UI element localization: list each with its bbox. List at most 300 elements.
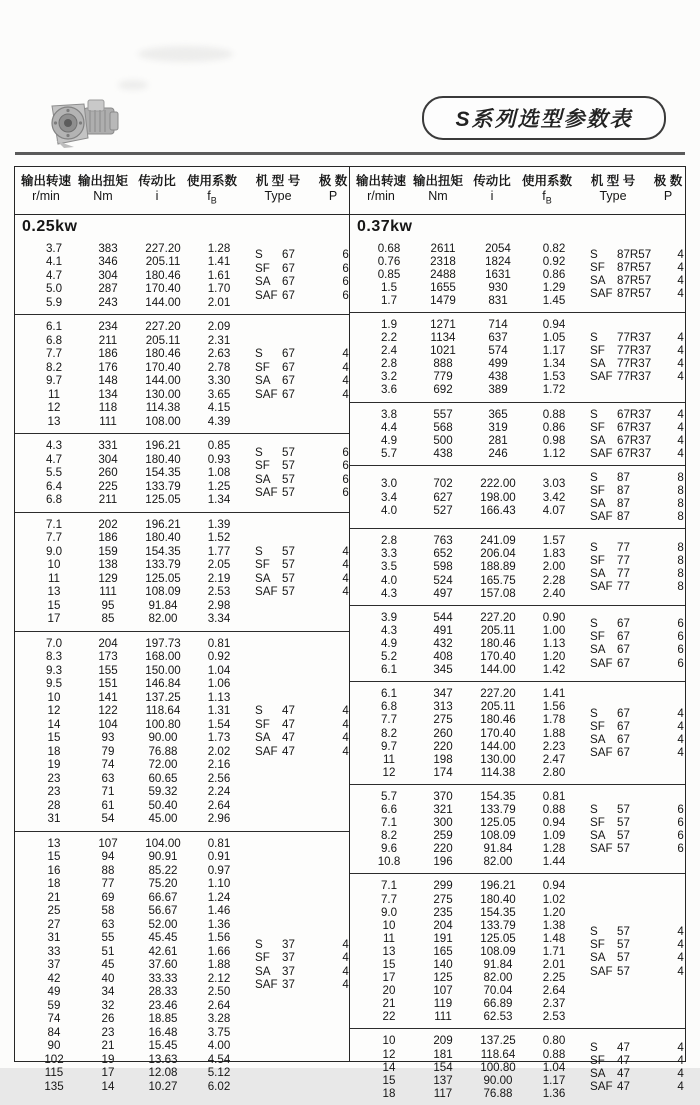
cell-torque: 557 <box>433 407 453 421</box>
model-series: S <box>255 445 263 459</box>
cell-speed: 21 <box>47 890 61 904</box>
model-size: 47 <box>617 1041 630 1055</box>
cell-speed: 12 <box>47 704 61 717</box>
model-series: SAF <box>255 486 278 500</box>
cell-speed: 12 <box>47 401 61 414</box>
model-size: 77R37 <box>617 344 652 358</box>
model-series: SA <box>255 374 271 387</box>
cell-torque: 63 <box>101 771 115 785</box>
type-row <box>247 938 361 952</box>
cell-speed: 23 <box>47 785 61 798</box>
model-series: S <box>590 470 598 484</box>
model-type <box>247 731 330 745</box>
cell-service-factor: 2.01 <box>542 958 566 971</box>
cell-speed: 3.0 <box>380 477 398 491</box>
cell-speed: 17 <box>382 971 396 985</box>
cell-service-factor: 1.39 <box>207 517 231 531</box>
model-type <box>582 643 665 656</box>
cell-torque: 165 <box>433 944 453 958</box>
cell-ratio: 144.00 <box>480 663 516 677</box>
model-series: SA <box>255 571 271 585</box>
model-series: SF <box>255 558 270 571</box>
cell-ratio: 637 <box>488 331 508 345</box>
cell-ratio: 82.00 <box>148 612 178 625</box>
cell-speed: 3.9 <box>380 610 398 624</box>
cell-ratio: 180.46 <box>145 347 181 360</box>
model-type <box>582 370 665 383</box>
cell-ratio: 389 <box>488 383 508 397</box>
model-size: 67 <box>617 656 630 670</box>
cell-ratio: 114.38 <box>480 765 516 779</box>
cell-service-factor: 0.81 <box>207 836 231 850</box>
poles-value: 4 <box>342 544 349 558</box>
cell-speed: 15 <box>47 598 61 612</box>
model-type <box>247 275 330 289</box>
cell-torque: 159 <box>98 544 118 558</box>
model-size: 67 <box>617 746 630 760</box>
cell-torque: 544 <box>433 610 453 624</box>
type-block <box>582 318 696 397</box>
model-series: SA <box>255 472 271 486</box>
cell-speed: 16 <box>47 863 61 877</box>
model-size: 67R37 <box>617 446 652 460</box>
type-row <box>582 248 696 261</box>
poles-value: 4 <box>677 344 684 358</box>
model-type <box>582 287 665 300</box>
type-block <box>582 471 696 523</box>
data-rows <box>362 408 582 460</box>
model-series: SF <box>590 344 605 358</box>
type-row <box>582 344 696 357</box>
cell-speed: 31 <box>47 812 61 825</box>
cell-speed: 3.3 <box>380 547 398 561</box>
column-header-cn: 使用系数 <box>521 174 572 188</box>
cell-ratio: 198.00 <box>480 490 516 504</box>
cell-ratio: 2054 <box>485 241 511 255</box>
cell-service-factor: 4.39 <box>207 414 231 428</box>
cell-ratio: 170.40 <box>480 650 516 664</box>
poles-value: 4 <box>677 719 684 733</box>
type-block <box>247 837 361 1094</box>
model-series: SA <box>590 829 606 843</box>
cell-ratio: 108.09 <box>480 944 516 958</box>
model-type <box>247 248 330 262</box>
data-rows <box>362 242 582 307</box>
model-series: SF <box>590 420 605 434</box>
type-row <box>582 643 696 656</box>
cell-torque: 211 <box>98 333 118 347</box>
cell-speed: 6.1 <box>380 687 398 701</box>
model-series: SAF <box>590 1080 613 1094</box>
ratio-group <box>350 1028 685 1104</box>
model-size: 87R57 <box>617 274 652 288</box>
cell-ratio: 23.46 <box>148 998 178 1012</box>
cell-torque: 111 <box>99 585 117 598</box>
ratio-group <box>350 873 685 1028</box>
cell-torque: 260 <box>98 466 118 479</box>
poles-value: 4 <box>677 1054 684 1068</box>
type-row <box>247 446 361 460</box>
cell-service-factor: 2.28 <box>542 573 566 587</box>
gearmotor-photo <box>44 92 124 150</box>
column-header-cn: 使用系数 <box>186 174 237 188</box>
column-header-cn: 传动比 <box>473 174 511 188</box>
poles-value: 4 <box>342 387 349 401</box>
model-type <box>582 357 665 370</box>
poles-value: 4 <box>677 733 684 747</box>
cell-torque: 63 <box>101 917 115 931</box>
cell-ratio: 52.00 <box>148 917 178 931</box>
cell-service-factor: 5.12 <box>207 1066 231 1079</box>
cell-ratio: 33.33 <box>148 971 178 985</box>
model-type <box>247 459 330 473</box>
cell-service-factor: 1.12 <box>542 446 566 460</box>
cell-ratio: 59.32 <box>148 785 178 798</box>
cell-speed: 6.8 <box>380 700 398 714</box>
cell-torque: 432 <box>433 636 453 650</box>
poles-value: 4 <box>677 938 684 952</box>
cell-torque: 204 <box>433 918 453 932</box>
poles-value: 4 <box>342 558 349 571</box>
column-header-unit: $f_B$ <box>542 189 552 206</box>
type-row <box>582 261 696 274</box>
cell-ratio: 831 <box>488 293 508 307</box>
type-row <box>582 720 696 733</box>
type-block <box>247 518 361 626</box>
cell-service-factor: 0.88 <box>542 1047 566 1061</box>
model-type <box>247 951 330 965</box>
cell-torque: 119 <box>433 997 453 1011</box>
cell-ratio: 222.00 <box>480 477 516 491</box>
ratio-group <box>350 784 685 874</box>
cell-ratio: 154.35 <box>480 905 516 919</box>
cell-ratio: 104.00 <box>145 836 181 850</box>
type-row <box>247 459 361 473</box>
header-divider <box>15 152 685 155</box>
cell-ratio: 108.09 <box>480 829 516 843</box>
model-type <box>582 951 665 964</box>
cell-torque: 129 <box>98 571 118 585</box>
cell-speed: 7.1 <box>380 816 398 830</box>
cell-speed: 15 <box>382 1073 396 1087</box>
type-row <box>582 370 696 383</box>
cell-ratio: 82.00 <box>483 855 513 869</box>
cell-ratio: 438 <box>488 370 508 384</box>
data-rows <box>362 471 582 523</box>
cell-torque: 1021 <box>430 344 456 358</box>
cell-service-factor: 3.03 <box>542 477 566 491</box>
cell-torque: 54 <box>101 812 115 825</box>
type-row <box>247 545 361 559</box>
type-row <box>582 510 696 523</box>
model-series: SAF <box>255 744 278 758</box>
cell-torque: 300 <box>433 816 453 830</box>
cell-speed: 17 <box>47 612 61 625</box>
cell-service-factor: 2.12 <box>207 971 231 985</box>
model-size: 67R37 <box>617 407 652 421</box>
cell-ratio: 125.05 <box>480 816 516 830</box>
cell-ratio: 125.05 <box>145 493 181 506</box>
cell-service-factor: 1.56 <box>207 931 231 944</box>
model-series: SAF <box>590 746 613 760</box>
cell-speed: 6.1 <box>380 663 398 677</box>
cell-speed: 1.9 <box>380 317 398 331</box>
cell-ratio: 75.20 <box>148 877 178 890</box>
model-series: SA <box>590 357 606 371</box>
cell-service-factor: 1.66 <box>207 944 231 958</box>
column-header-unit: r/min <box>32 189 60 203</box>
model-series: S <box>590 540 598 554</box>
type-row <box>582 1067 696 1080</box>
model-series: SA <box>590 274 606 288</box>
cell-ratio: 82.00 <box>483 971 513 985</box>
cell-service-factor: 1.13 <box>542 636 566 650</box>
cell-service-factor: 1.78 <box>542 713 566 727</box>
cell-speed: 5.2 <box>380 650 398 664</box>
model-type <box>247 374 330 388</box>
model-size: 77R37 <box>617 357 652 371</box>
cell-ratio: 108.00 <box>145 414 181 428</box>
column-header <box>75 173 131 209</box>
cell-speed: 7.1 <box>380 879 398 893</box>
type-row <box>582 925 696 938</box>
cell-speed: 3.4 <box>380 490 398 504</box>
poles-value: 4 <box>342 571 349 585</box>
model-series: S <box>255 347 263 360</box>
type-row <box>582 630 696 643</box>
cell-torque: 304 <box>98 452 118 466</box>
cell-service-factor: 0.86 <box>542 420 566 434</box>
cell-torque: 45 <box>101 958 115 971</box>
model-type <box>582 421 665 434</box>
cell-ratio: 365 <box>488 407 508 421</box>
cell-speed: 74 <box>47 1012 61 1025</box>
cell-ratio: 170.40 <box>145 360 181 374</box>
poles-value: 6 <box>342 486 349 500</box>
model-size: 57 <box>282 445 295 459</box>
cell-torque: 14 <box>101 1079 115 1093</box>
model-type <box>582 617 665 630</box>
cell-torque: 23 <box>101 1025 115 1039</box>
cell-service-factor: 1.17 <box>542 344 566 358</box>
cell-torque: 888 <box>433 357 453 371</box>
poles-value: 8 <box>677 484 684 497</box>
model-size: 87 <box>617 484 630 497</box>
cell-ratio: 90.91 <box>148 850 178 863</box>
model-series: SA <box>590 643 606 657</box>
cell-service-factor: 1.24 <box>207 890 231 904</box>
cell-speed: 4.7 <box>45 268 63 282</box>
cell-speed: 2.8 <box>380 357 398 371</box>
ratio-group <box>15 314 349 433</box>
model-type <box>247 347 330 361</box>
cell-torque: 287 <box>98 282 118 295</box>
type-row <box>582 657 696 670</box>
cell-torque: 2611 <box>430 241 456 255</box>
cell-speed: 10 <box>382 1034 396 1048</box>
cell-speed: 4.9 <box>380 636 398 650</box>
cell-ratio: 130.00 <box>480 752 516 766</box>
cell-torque: 779 <box>433 370 453 384</box>
model-size: 87 <box>617 470 630 484</box>
poles-value: 6 <box>677 842 684 856</box>
model-series: SF <box>255 261 270 275</box>
type-row <box>247 951 361 965</box>
cell-service-factor: 1.48 <box>542 931 566 945</box>
cell-speed: 33 <box>47 944 61 958</box>
cell-torque: 204 <box>98 636 118 650</box>
column-header-cn: 机 型 号 <box>590 174 636 188</box>
cell-torque: 85 <box>101 612 115 625</box>
model-series: SF <box>255 951 270 965</box>
model-series: SAF <box>590 287 613 301</box>
model-type <box>582 554 665 567</box>
cell-torque: 173 <box>98 650 118 663</box>
model-series: SA <box>255 275 271 289</box>
cell-torque: 383 <box>98 241 118 255</box>
model-size: 37 <box>282 937 295 951</box>
cell-speed: 6.8 <box>45 333 63 347</box>
cell-torque: 220 <box>433 842 453 856</box>
data-rows <box>362 534 582 599</box>
cell-service-factor: 1.02 <box>542 892 566 906</box>
cell-service-factor: 2.00 <box>542 560 566 574</box>
cell-service-factor: 0.81 <box>207 636 231 650</box>
model-type <box>247 545 330 559</box>
cell-service-factor: 3.42 <box>542 490 566 504</box>
cell-torque: 234 <box>98 320 118 333</box>
model-series: SA <box>590 733 606 747</box>
cell-service-factor: 1.20 <box>542 650 566 664</box>
cell-speed: 3.8 <box>380 407 398 421</box>
cell-ratio: 574 <box>488 344 508 358</box>
poles-value: 6 <box>677 802 684 816</box>
model-series: SAF <box>590 842 613 856</box>
cell-speed: 9.6 <box>380 842 398 856</box>
cell-speed: 9.5 <box>45 677 63 690</box>
type-row <box>247 486 361 500</box>
cell-speed: 12 <box>382 1047 396 1061</box>
cell-service-factor: 6.02 <box>207 1079 231 1093</box>
cell-speed: 7.7 <box>45 531 63 544</box>
column-header <box>183 173 241 209</box>
model-type <box>582 580 665 593</box>
data-rows <box>362 790 582 869</box>
cell-torque: 141 <box>98 690 118 704</box>
cell-service-factor: 1.61 <box>207 268 231 282</box>
model-type <box>582 965 665 978</box>
column-header-unit: i <box>155 189 159 203</box>
cell-service-factor: 2.25 <box>542 971 566 985</box>
cell-torque: 527 <box>433 503 453 517</box>
cell-torque: 235 <box>433 905 453 919</box>
ratio-group <box>350 528 685 604</box>
cell-service-factor: 3.75 <box>207 1025 231 1039</box>
cell-speed: 0.76 <box>377 254 401 268</box>
cell-service-factor: 1.45 <box>542 293 566 307</box>
cell-ratio: 206.04 <box>480 547 516 561</box>
cell-ratio: 85.22 <box>148 863 178 877</box>
type-row <box>582 274 696 287</box>
cell-ratio: 91.84 <box>148 598 178 612</box>
model-series: SF <box>590 719 605 733</box>
poles-value: 6 <box>677 816 684 830</box>
type-row <box>582 287 696 300</box>
type-row <box>582 1054 696 1067</box>
model-type <box>582 707 665 720</box>
cell-ratio: 180.46 <box>480 713 516 727</box>
data-rows <box>27 518 247 626</box>
cell-speed: 23 <box>47 771 61 785</box>
cell-speed: 11 <box>382 931 396 945</box>
type-block <box>247 320 361 428</box>
cell-speed: 10 <box>382 918 396 932</box>
cell-torque: 209 <box>433 1034 453 1048</box>
poles-value: 8 <box>677 510 684 524</box>
model-type <box>247 745 330 759</box>
cell-ratio: 50.40 <box>148 798 178 812</box>
cell-speed: 4.4 <box>380 420 398 434</box>
cell-torque: 176 <box>98 360 118 374</box>
cell-service-factor: 2.96 <box>207 812 231 825</box>
cell-ratio: 241.09 <box>480 534 516 548</box>
poles-value: 4 <box>677 1080 684 1094</box>
model-type <box>247 473 330 487</box>
cell-service-factor: 1.57 <box>542 534 566 548</box>
cell-speed: 9.7 <box>380 739 398 753</box>
ratio-group <box>350 681 685 784</box>
cell-torque: 118 <box>98 401 118 414</box>
cell-speed: 13 <box>47 414 61 428</box>
cell-ratio: 100.80 <box>480 1060 516 1074</box>
model-series: SF <box>590 816 605 830</box>
model-size: 87R57 <box>617 248 652 262</box>
model-type <box>582 816 665 829</box>
cell-torque: 1271 <box>430 317 456 331</box>
cell-service-factor: 1.70 <box>207 282 231 295</box>
cell-ratio: 154.35 <box>480 789 516 803</box>
type-row <box>247 473 361 487</box>
type-row <box>247 718 361 732</box>
model-type <box>247 388 330 402</box>
cell-speed: 3.6 <box>380 383 398 397</box>
cell-ratio: 16.48 <box>148 1025 178 1039</box>
ratio-group <box>15 433 349 512</box>
cell-ratio: 56.67 <box>148 904 178 917</box>
cell-service-factor: 2.24 <box>207 785 231 798</box>
type-row <box>582 484 696 497</box>
type-row <box>582 733 696 746</box>
model-series: SAF <box>590 656 613 670</box>
cell-ratio: 180.40 <box>480 892 516 906</box>
model-size: 77 <box>617 553 630 567</box>
model-size: 67R37 <box>617 433 652 447</box>
model-type <box>582 408 665 421</box>
cell-speed: 22 <box>382 1010 396 1024</box>
cell-torque: 1134 <box>430 331 456 345</box>
cell-speed: 19 <box>47 758 61 771</box>
poles-value: 4 <box>342 360 349 374</box>
cell-service-factor: 2.47 <box>542 752 566 766</box>
cell-service-factor: 1.53 <box>542 370 566 384</box>
poles-value: 4 <box>677 433 684 447</box>
cell-speed: 4.0 <box>380 503 398 517</box>
cell-torque: 275 <box>433 892 453 906</box>
poles-value: 6 <box>342 248 349 262</box>
model-size: 77 <box>617 540 630 554</box>
model-size: 57 <box>282 571 295 585</box>
type-row <box>582 842 696 855</box>
